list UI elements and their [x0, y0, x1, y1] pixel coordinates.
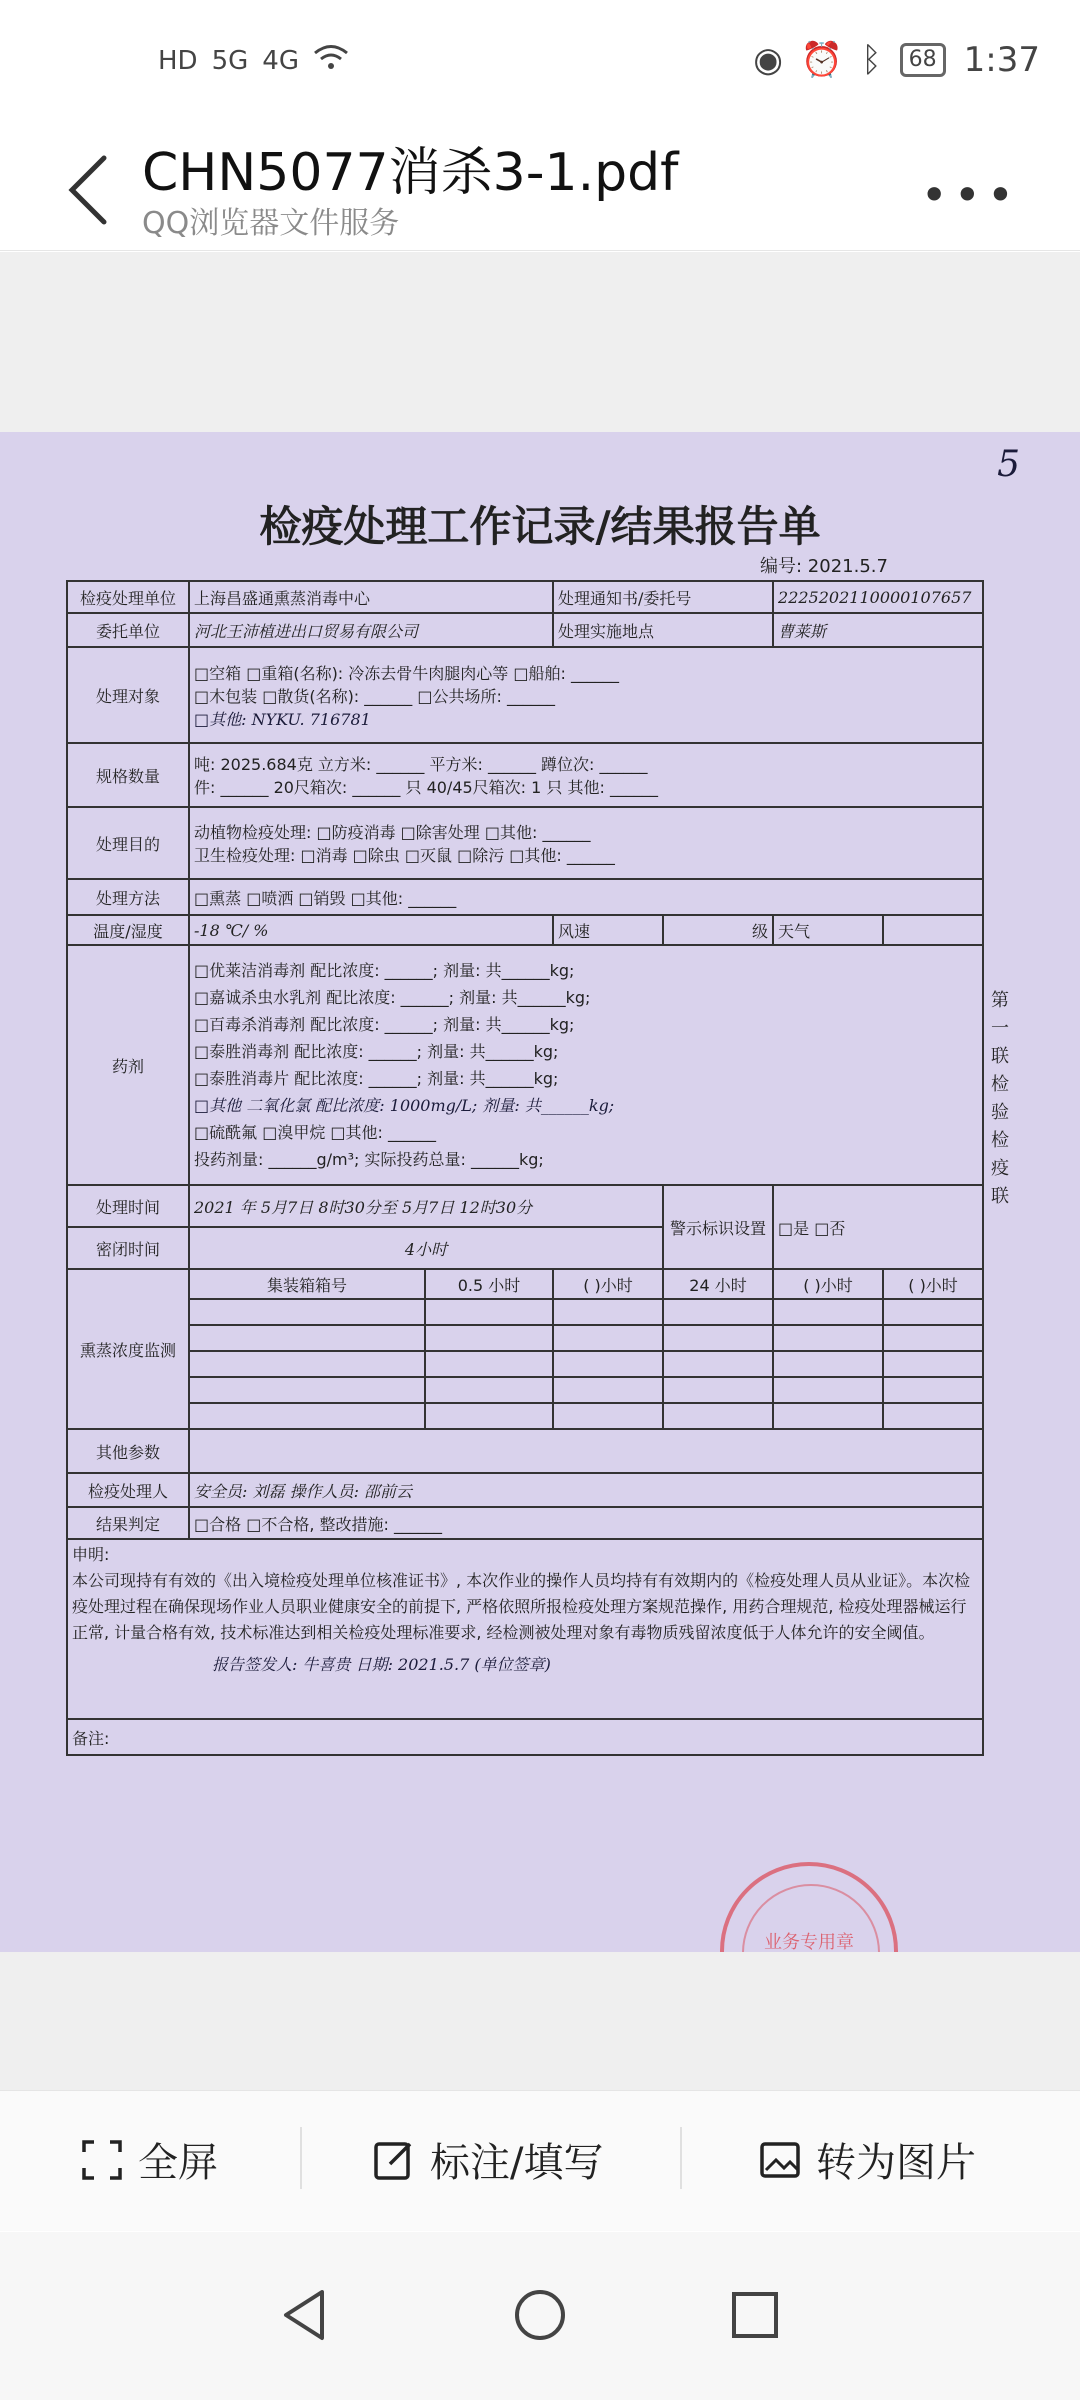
spec-line-2: 件: ______ 20尺箱次: ______ 只 40/45尺箱次: 1 只 其他: ______ — [194, 778, 658, 797]
recents-nav-icon[interactable] — [720, 2280, 790, 2350]
spec-line-1: 吨: 2025.684克 立方米: ______ 平方米: ______ 蹲位次: ______ — [194, 755, 648, 774]
agent-row: □其他 二氧化氯 配比浓度: 1000mg/L; 剂量: 共______kg; — [194, 1096, 615, 1115]
seal-label: 密闭时间 — [67, 1227, 189, 1269]
time-value: 2021 年 5月7日 8时30分至 5月7日 12时30分 — [189, 1185, 663, 1227]
bluetooth-icon: ᛒ — [861, 40, 882, 80]
object-line-2: □木包装 □散货(名称): ______ □公共场所: ______ — [194, 686, 555, 706]
seal-value: 4小时 — [189, 1227, 663, 1269]
inspector-label: 检疫处理人 — [67, 1473, 189, 1507]
purpose-label: 处理目的 — [67, 807, 189, 879]
convert-image-button[interactable] — [758, 2131, 976, 2188]
file-subtitle: QQ浏览器文件服务 — [142, 206, 400, 241]
document-title: 检疫处理工作记录/结果报告单 — [259, 502, 821, 551]
image-convert-icon — [758, 2138, 802, 2182]
signal-5g-icon: 5G — [211, 45, 249, 76]
conc-header: 集装箱箱号 — [189, 1269, 425, 1299]
more-menu-button[interactable]: ••• — [920, 168, 1020, 222]
agent-row: □百毒杀消毒剂 配比浓度: ______; 剂量: 共______kg; — [194, 1015, 575, 1034]
object-line-1: □空箱 □重箱(名称): 冷冻去骨牛肉腿肉心等 □船舶: ______ — [194, 663, 619, 683]
stamp-text: 业务专用章 — [764, 1932, 854, 1952]
conc-header: 24 小时 — [663, 1269, 773, 1299]
fullscreen-label: 全屏 — [138, 2140, 218, 2186]
chevron-left-icon — [60, 150, 120, 230]
purpose-line-2: 卫生检疫处理: □消毒 □除虫 □灭鼠 □除污 □其他: ______ — [194, 846, 615, 865]
back-nav-icon[interactable] — [270, 2280, 340, 2350]
home-nav-icon[interactable] — [505, 2280, 575, 2350]
wind-label: 风速 — [553, 915, 663, 945]
conc-header: ( )小时 — [553, 1269, 663, 1299]
notice-value: 2225202110000107657 — [773, 581, 983, 613]
warning-value: □是 □否 — [773, 1185, 983, 1269]
hd-icon: HD — [158, 45, 198, 76]
conc-label: 熏蒸浓度监测 — [67, 1269, 189, 1429]
wifi-icon — [313, 44, 349, 77]
agent-extra-1: □硫酰氟 □溴甲烷 □其他: ______ — [194, 1123, 437, 1142]
report-form — [66, 580, 984, 1756]
system-indicators — [753, 40, 1040, 80]
remark-label: 备注: — [67, 1719, 983, 1755]
document-page — [0, 432, 1080, 1952]
weather-label: 天气 — [773, 915, 883, 945]
method-label: 处理方法 — [67, 879, 189, 915]
annotate-label: 标注/填写 — [430, 2140, 604, 2186]
signal-4g-icon: 4G — [262, 45, 299, 76]
inspector-value: 安全员: 刘磊 操作人员: 邵前云 — [189, 1473, 983, 1507]
pdf-viewer[interactable] — [0, 252, 1080, 2130]
spec-label: 规格数量 — [67, 743, 189, 807]
result-label: 结果判定 — [67, 1507, 189, 1539]
agent-row: □泰胜消毒剂 配比浓度: ______; 剂量: 共______kg; — [194, 1042, 559, 1061]
conc-header: ( )小时 — [883, 1269, 983, 1299]
wind-unit: 级 — [663, 915, 773, 945]
result-value: □合格 □不合格, 整改措施: ______ — [189, 1507, 983, 1539]
serial-number: 编号: 2021.5.7 — [760, 556, 888, 577]
clock: 1:37 — [963, 40, 1040, 80]
fullscreen-button[interactable] — [80, 2131, 218, 2188]
unit-value: 上海昌盛通熏蒸消毒中心 — [189, 581, 553, 613]
temp-label: 温度/湿度 — [67, 915, 189, 945]
file-title: CHN5077消杀3-1.pdf — [142, 143, 679, 203]
site-label: 处理实施地点 — [553, 613, 773, 647]
agent-row: □泰胜消毒片 配比浓度: ______; 剂量: 共______kg; — [194, 1069, 559, 1088]
site-value: 曹莱斯 — [773, 613, 983, 647]
agent-extra-2: 投药剂量: ______g/m³; 实际投药总量: ______kg; — [194, 1150, 544, 1169]
page-number: 5 — [997, 444, 1020, 485]
agent-row: □嘉诚杀虫水乳剂 配比浓度: ______; 剂量: 共______kg; — [194, 988, 591, 1007]
edit-icon — [372, 2138, 416, 2182]
agent-label: 药剂 — [67, 945, 189, 1185]
unit-label: 检疫处理单位 — [67, 581, 189, 613]
alarm-icon: ⏰ — [800, 40, 844, 80]
warning-label: 警示标识设置 — [663, 1185, 773, 1269]
system-nav-bar — [0, 2232, 1080, 2400]
statement-title: 申明: — [72, 1545, 110, 1564]
method-value: □熏蒸 □喷洒 □销毁 □其他: ______ — [189, 879, 983, 915]
other-label: 其他参数 — [67, 1429, 189, 1473]
back-button[interactable] — [60, 150, 120, 230]
status-bar — [0, 0, 1080, 120]
client-label: 委托单位 — [67, 613, 189, 647]
bottom-toolbar — [0, 2090, 1080, 2231]
conc-header: ( )小时 — [773, 1269, 883, 1299]
conc-header: 0.5 小时 — [425, 1269, 553, 1299]
fullscreen-icon — [80, 2138, 124, 2182]
copy-mark: 第一联 检验检疫联 — [991, 990, 1009, 1207]
agent-row: □优莱洁消毒剂 配比浓度: ______; 剂量: 共______kg; — [194, 961, 575, 980]
client-value: 河北王沛植进出口贸易有限公司 — [189, 613, 553, 647]
network-indicators — [158, 44, 349, 77]
object-line-3: □其他: NYKU. 716781 — [194, 709, 371, 729]
time-label: 处理时间 — [67, 1185, 189, 1227]
annotate-button[interactable] — [372, 2131, 603, 2188]
purpose-line-1: 动植物检疫处理: □防疫消毒 □除害处理 □其他: ______ — [194, 823, 591, 842]
statement-body: 本公司现持有有效的《出入境检疫处理单位核准证书》, 本次作业的操作人员均持有有效期内的《检疫处理人员从业证》。本次检疫处理过程在确保现场作业人员职业健康安全的前提下, 严格依照所报检疫处理方案规范操作, 用药合理规范, 检疫处理器械运行正常, 计量合格有效, 技术标准达到相关检疫处理标准要求, 经检测被处理对象有毒物质残留浓度低于人体允许的安全阈值。 — [72, 1571, 971, 1642]
convert-image-label: 转为图片 — [816, 2140, 976, 2186]
battery-icon: 68 — [900, 43, 946, 77]
notice-label: 处理通知书/委托号 — [553, 581, 773, 613]
temp-value: -18 ℃/ % — [189, 915, 553, 945]
object-label: 处理对象 — [67, 647, 189, 743]
signer-line: 报告签发人: 牛喜贵 日期: 2021.5.7 (单位签章) — [212, 1655, 551, 1674]
title-bar — [0, 120, 1080, 251]
eye-icon: ◉ — [753, 40, 783, 80]
official-stamp — [720, 1862, 898, 1952]
